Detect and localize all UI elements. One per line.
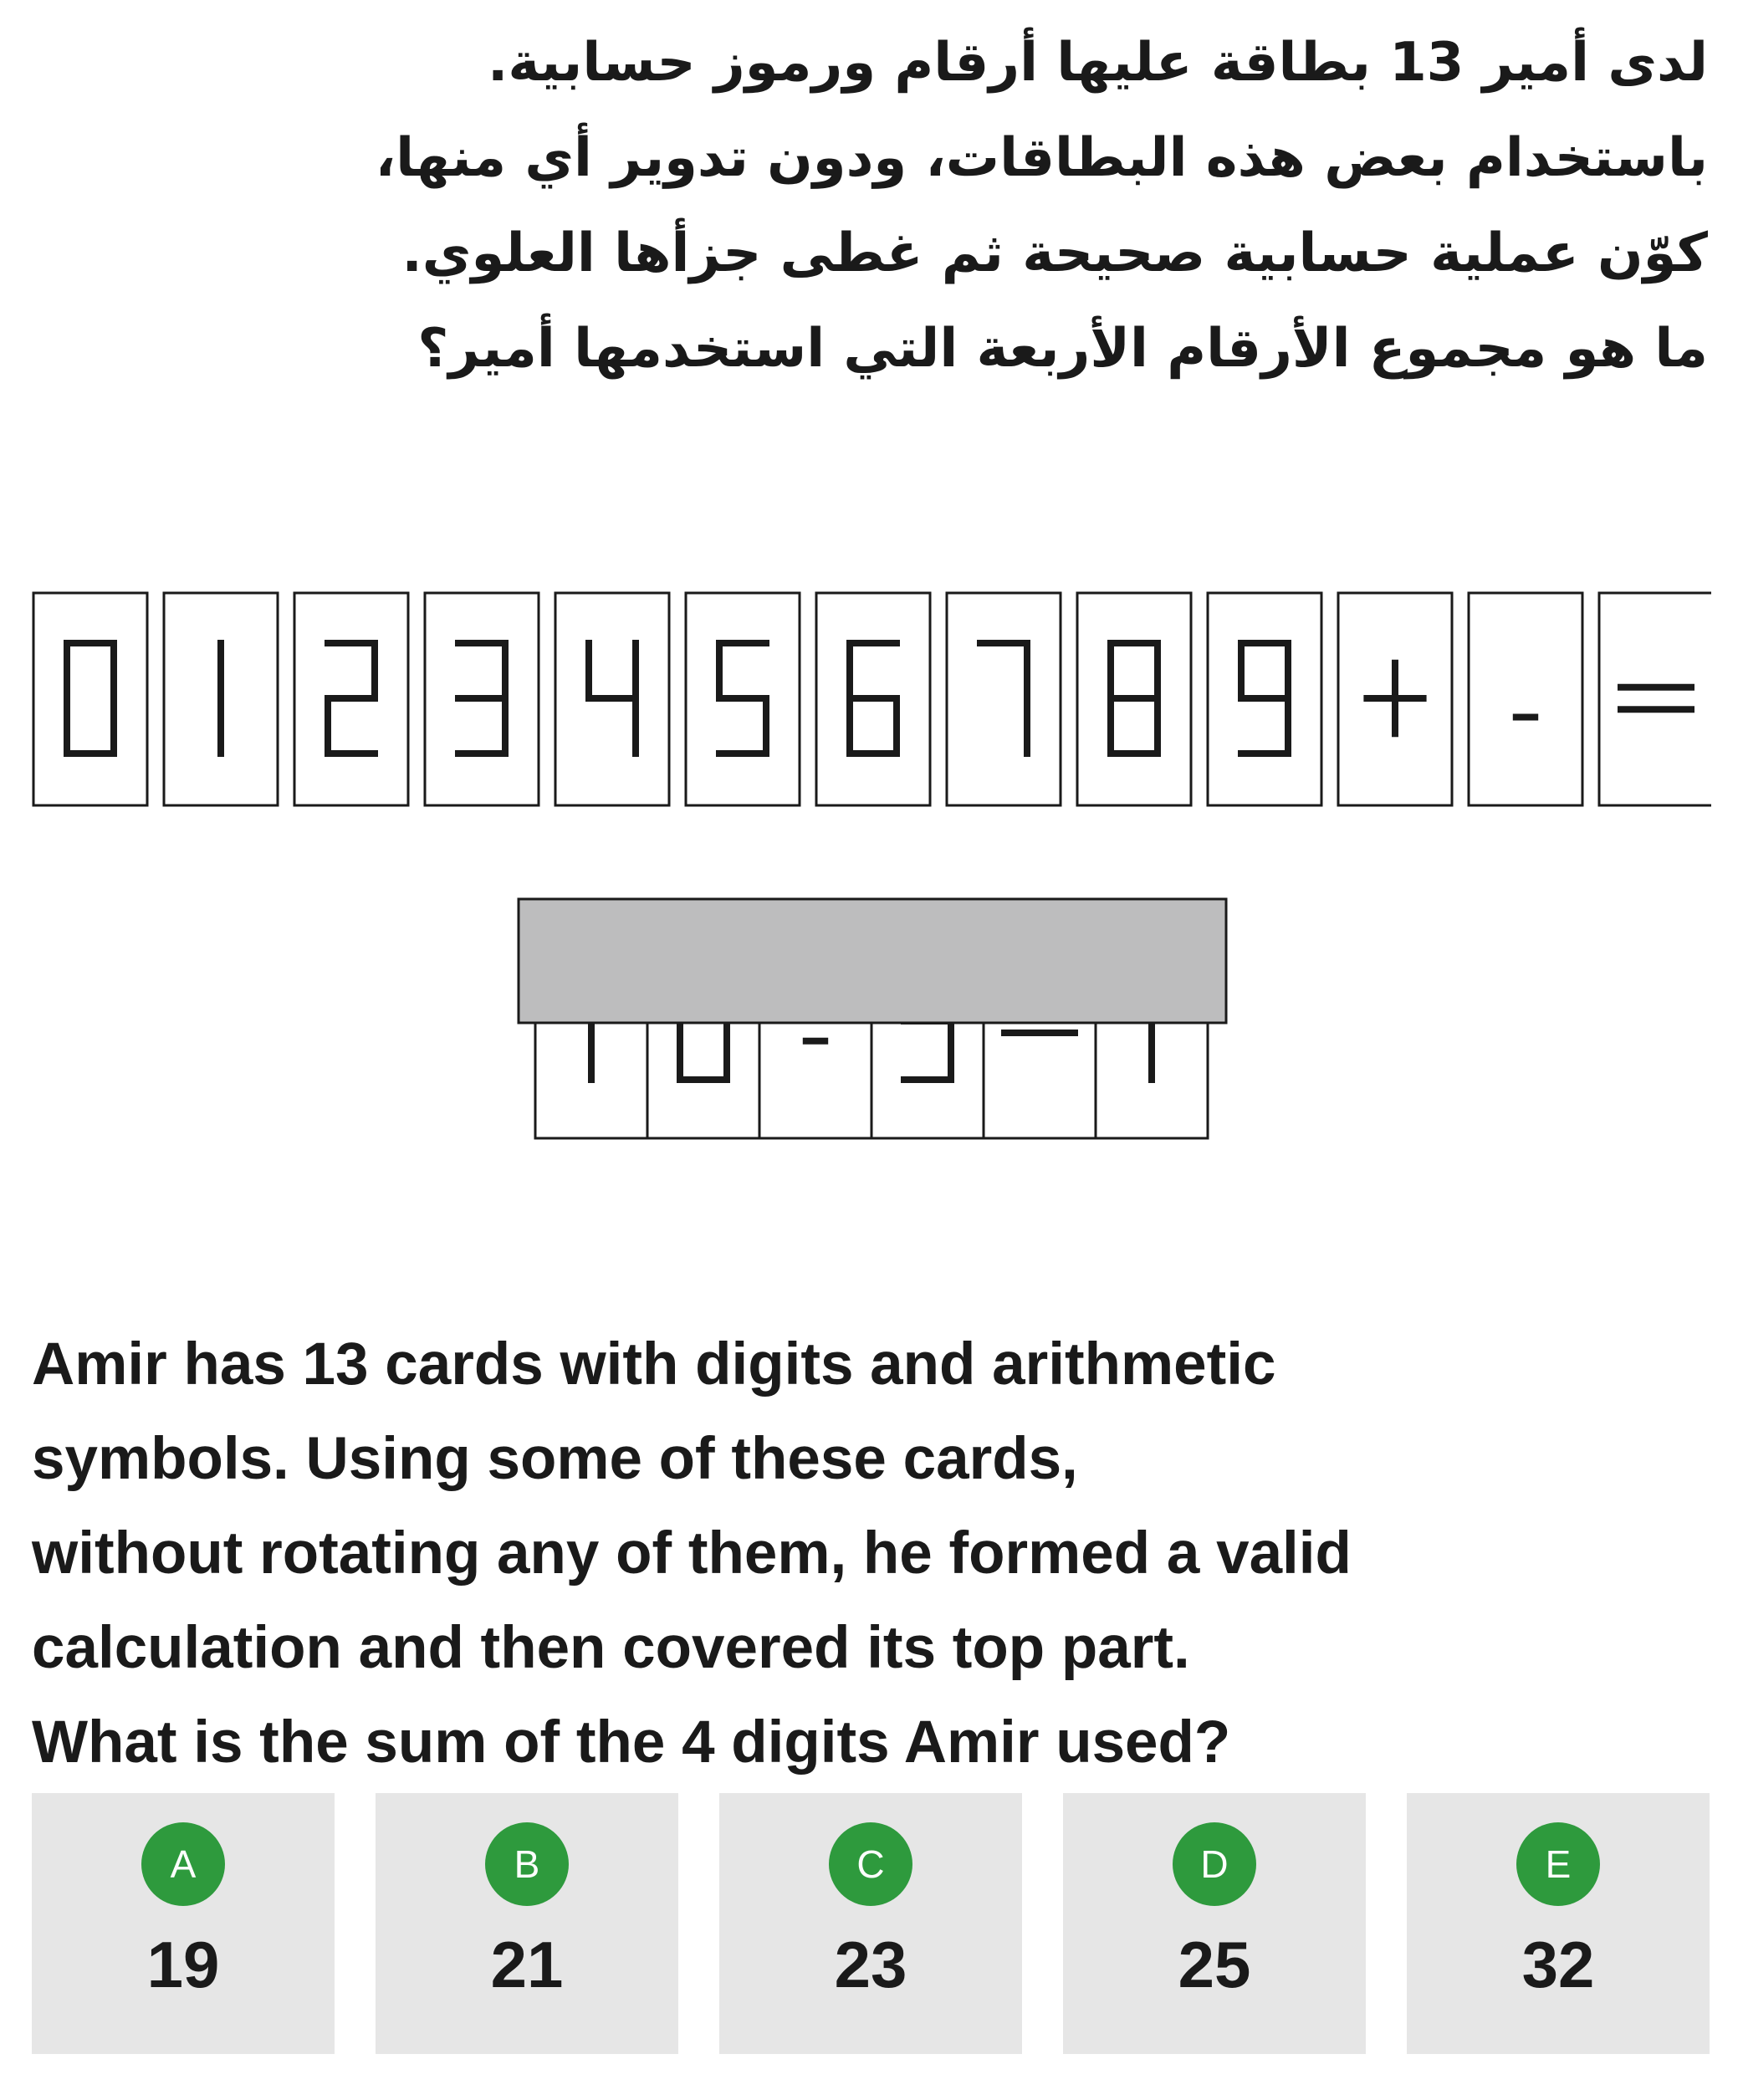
card-3 <box>425 593 539 805</box>
answer-options <box>32 1793 1711 2054</box>
option-value: 32 <box>1521 1928 1595 2001</box>
card-minus <box>1469 593 1582 805</box>
option-value: 25 <box>1178 1928 1251 2001</box>
option-letter-badge: E <box>1516 1822 1600 1906</box>
option-d[interactable] <box>1063 1793 1366 2054</box>
question-ar-line: باستخدام بعض هذه البطاقات، ودون تدوير أي منها، <box>375 127 1708 189</box>
card-4 <box>555 593 669 805</box>
question-arabic <box>67 15 1708 396</box>
card-0 <box>33 593 147 805</box>
card-2 <box>294 593 408 805</box>
option-c[interactable] <box>719 1793 1022 2054</box>
question-en-line: Amir has 13 cards with digits and arithmetic <box>32 1331 1276 1397</box>
option-letter-badge: B <box>485 1822 569 1906</box>
grey-cover <box>519 899 1226 1023</box>
option-letter-badge: D <box>1173 1822 1256 1906</box>
question-en-line: without rotating any of them, he formed a valid <box>32 1520 1352 1586</box>
question-ar-line: ما هو مجموع الأرقام الأربعة التي استخدمها أمير؟ <box>417 318 1708 380</box>
option-e[interactable] <box>1407 1793 1710 2054</box>
option-value: 23 <box>834 1928 907 2001</box>
card-6 <box>816 593 930 805</box>
card-8 <box>1077 593 1191 805</box>
option-b[interactable] <box>376 1793 678 2054</box>
option-a[interactable] <box>32 1793 335 2054</box>
card-5 <box>686 593 800 805</box>
cards-row <box>32 591 1711 807</box>
card-1 <box>164 593 278 805</box>
question-en-line: What is the sum of the 4 digits Amir used? <box>32 1709 1231 1776</box>
card-plus <box>1338 593 1452 805</box>
covered-equation <box>517 897 1228 1140</box>
card-9 <box>1208 593 1321 805</box>
question-ar-line: كوّن عملية حسابية صحيحة ثم غطى جزأها العلوي. <box>401 222 1708 284</box>
question-english <box>32 1317 1705 1790</box>
option-letter-badge: C <box>829 1822 912 1906</box>
question-en-line: symbols. Using some of these cards, <box>32 1426 1078 1492</box>
card-7 <box>947 593 1061 805</box>
question-ar-line: لدى أمير 13 بطاقة عليها أرقام ورموز حسابية. <box>488 32 1708 94</box>
card-equals <box>1599 593 1711 805</box>
option-letter-badge: A <box>141 1822 225 1906</box>
question-en-line: calculation and then covered its top part. <box>32 1615 1190 1681</box>
option-value: 21 <box>490 1928 564 2001</box>
option-value: 19 <box>146 1928 220 2001</box>
